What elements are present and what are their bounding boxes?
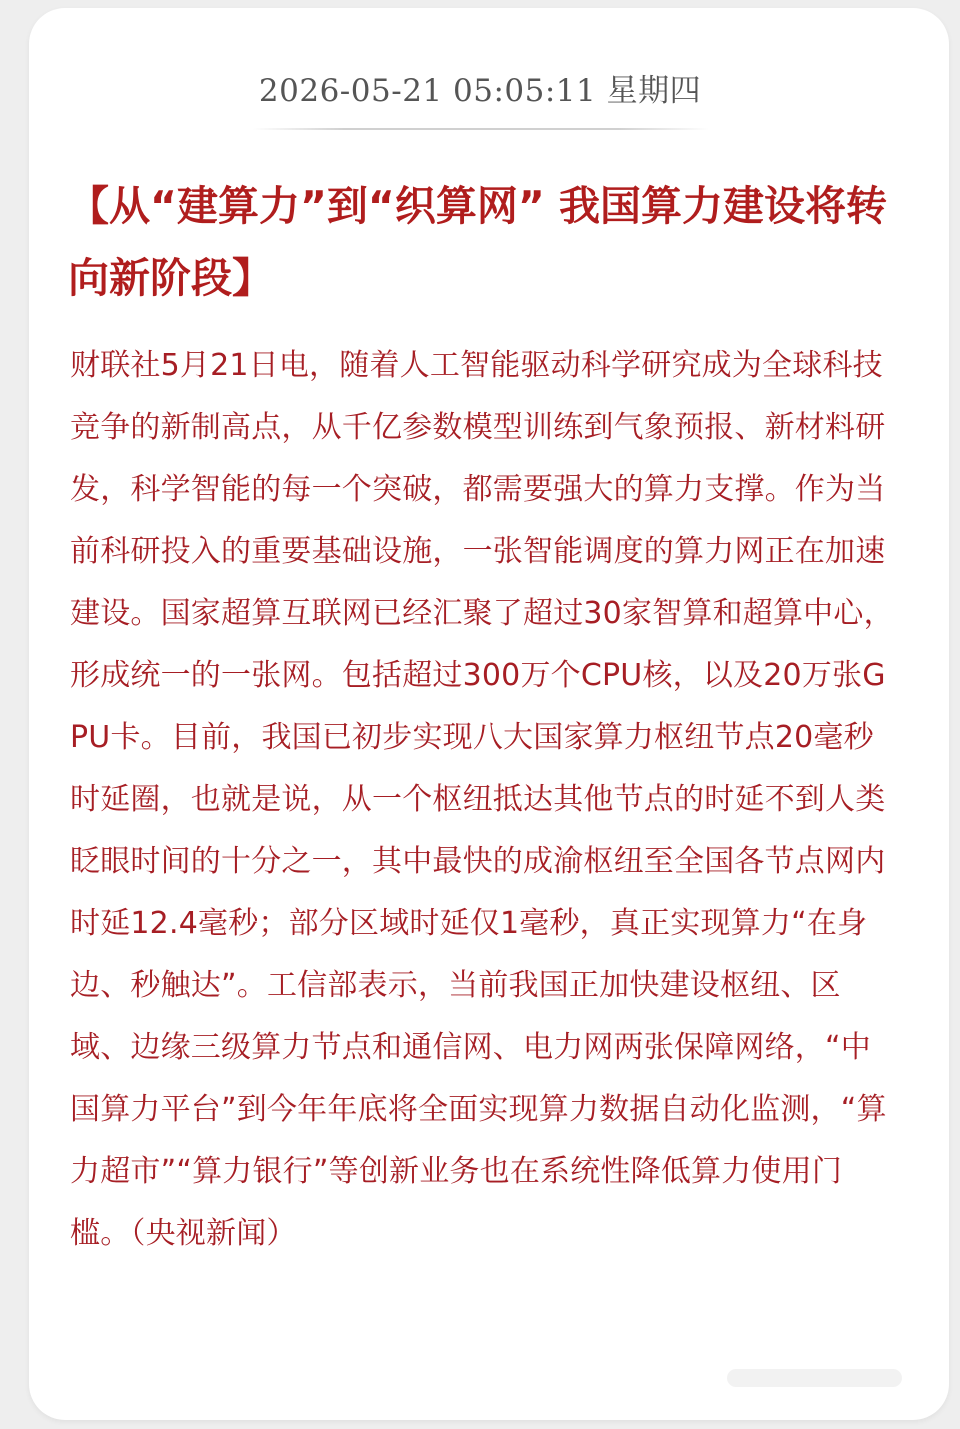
publish-timestamp: 2026-05-21 05:05:11 星期四: [258, 73, 702, 109]
article-headline: 【从“建算力”到“织算网” 我国算力建设将转向新阶段】: [68, 182, 888, 302]
article-body: 财联社5月21日电，随着人工智能驱动科学研究成为全球科技竞争的新制高点，从千亿参数模型训练到气象预报、新材料研发，科学智能的每一个突破，都需要强大的算力支撑。作为当前科研投入的重要基础设施，一张智能调度的算力网正在加速建设。国家超算互联网已经汇聚了超过30家智算和超算中心，形成统一的一张网。包括超过300万个CPU核，以及20万张GPU卡。目前，我国已初步实现八大国家算力枢纽节点20毫秒时延圈，也就是说，从一个枢纽抵达其他节点的时延不到人类眨眼时间的十分之一，其中最快的成渝枢纽至全国各节点网内时延12.4毫秒；部分区域时延仅1毫秒，真正实现算力“在身边、秒触达”。工信部表示，当前我国正加快建设枢纽、区域、边缘三级算力节点和通信网、电力网两张保障网络，“中国算力平台”到今年年底将全面实现算力数据自动化监测，“算力超市”“算力银行”等创新业务也在系统性降低算力使用门槛。（央视新闻）: [70, 348, 894, 1251]
watermark-icon: [727, 1363, 902, 1393]
timestamp-divider: [253, 128, 709, 130]
